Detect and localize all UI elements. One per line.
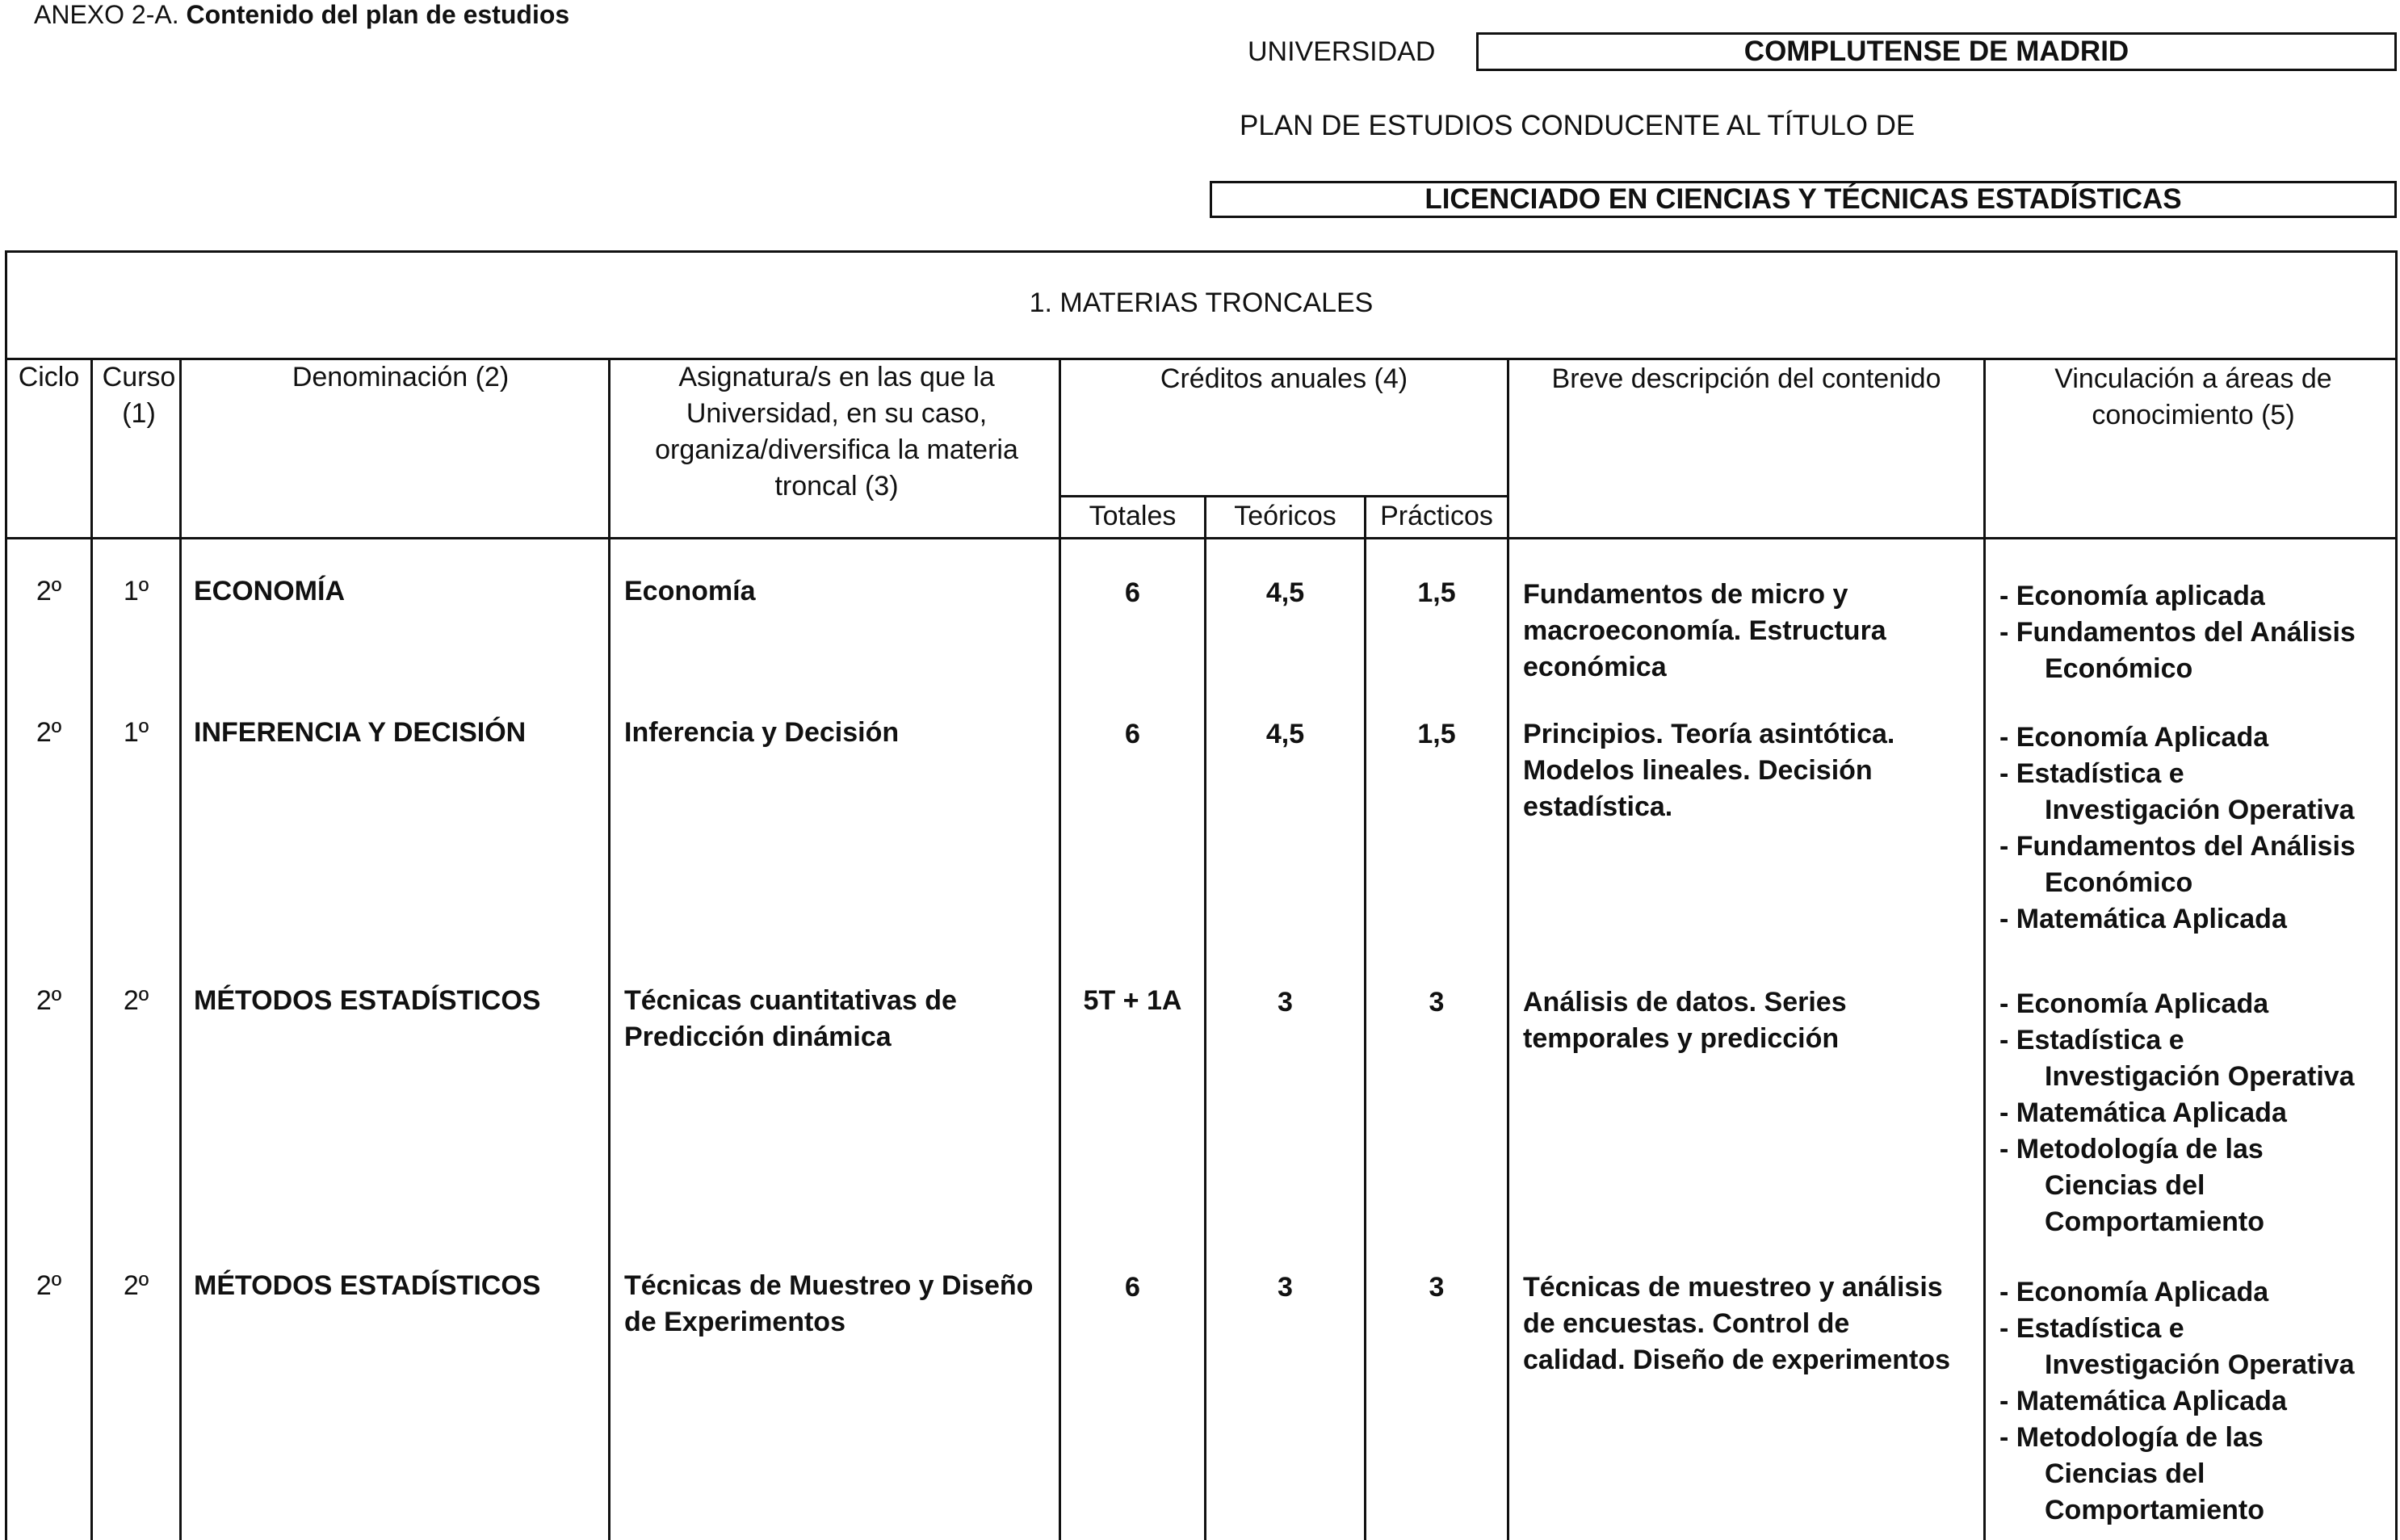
col-divider-asignatura (1059, 358, 1061, 1540)
row-3-areas (1999, 1274, 2391, 1529)
row-2-area-item: Ciencias del (2045, 1170, 2205, 1201)
row-0-area-item: Económico (2045, 653, 2193, 684)
row-0-teoricos: 4,5 (1265, 577, 1305, 608)
credits-subheader-divider (1059, 495, 1507, 497)
row-2-descripcion (1523, 984, 1975, 1057)
row-1-descripcion-line: Modelos lineales. Decisión (1523, 755, 1873, 786)
row-3-descripcion-line: de encuestas. Control de (1523, 1308, 1850, 1339)
row-3-asignatura: Técnicas de Muestreo y Diseño de Experimentos (624, 1270, 1034, 1337)
row-3-practicos: 3 (1429, 1272, 1445, 1303)
row-0-descripcion (1523, 577, 1975, 686)
row-0-area-item: - Fundamentos del Análisis (1999, 617, 2356, 648)
row-0-totales: 6 (1125, 577, 1140, 608)
row-3-descripcion-line: calidad. Diseño de experimentos (1523, 1345, 1951, 1375)
row-3-denominacion: MÉTODOS ESTADÍSTICOS (194, 1270, 541, 1301)
col-header-totales: Totales (1089, 501, 1177, 531)
row-3-descripcion-line: Técnicas de muestreo y análisis (1523, 1272, 1943, 1303)
row-3-area-item: Investigación Operativa (2045, 1349, 2355, 1380)
row-3-area-item: - Estadística e (1999, 1313, 2184, 1344)
row-2-area-item: - Economía Aplicada (1999, 988, 2269, 1019)
row-0-practicos: 1,5 (1417, 577, 1456, 608)
col-header-denominacion: Denominación (2) (292, 362, 510, 392)
row-3-area-item: Comportamiento (2045, 1495, 2264, 1525)
col-divider-denominacion (608, 358, 610, 1540)
row-3-area-item: - Economía Aplicada (1999, 1277, 2269, 1307)
row-1-area-item: - Matemática Aplicada (1999, 904, 2287, 934)
row-0-descripcion-line: Fundamentos de micro y (1523, 579, 1848, 610)
plan-label: PLAN DE ESTUDIOS CONDUCENTE AL TÍTULO DE (1240, 110, 1915, 141)
col-header-curso: Curso (1) (102, 362, 176, 429)
table-border-right (2395, 250, 2398, 1540)
row-3-area-item: - Matemática Aplicada (1999, 1386, 2287, 1416)
table-border-top (5, 250, 2398, 253)
row-2-areas (1999, 986, 2391, 1240)
university-label: UNIVERSIDAD (1248, 36, 1436, 67)
curriculum-table (5, 250, 2398, 1540)
row-1-area-item: - Estadística e (1999, 758, 2184, 789)
header-divider (5, 537, 2398, 539)
row-1-area-item: - Fundamentos del Análisis (1999, 831, 2356, 862)
row-2-practicos: 3 (1429, 987, 1445, 1018)
row-1-asignatura: Inferencia y Decisión (624, 717, 900, 748)
annex-prefix: ANEXO 2-A. (34, 0, 179, 29)
row-1-area-item: Investigación Operativa (2045, 795, 2355, 825)
university-name-box (1476, 32, 2397, 71)
row-2-area-item: - Metodología de las (1999, 1134, 2264, 1164)
row-3-descripcion (1523, 1269, 1983, 1378)
row-2-ciclo: 2º (36, 985, 62, 1016)
row-1-descripcion-line: Principios. Teoría asintótica. (1523, 719, 1895, 749)
col-header-practicos: Prácticos (1380, 501, 1493, 531)
row-1-practicos: 1,5 (1417, 719, 1456, 749)
section-title: 1. MATERIAS TRONCALES (1029, 287, 1374, 318)
row-1-descripcion-line: estadística. (1523, 791, 1673, 822)
row-1-area-item: Económico (2045, 867, 2193, 898)
col-header-ciclo: Ciclo (18, 362, 80, 392)
col-header-descripcion: Breve descripción del contenido (1551, 363, 1941, 394)
row-3-area-item: - Metodología de las (1999, 1422, 2264, 1453)
row-2-descripcion-line: temporales y predicción (1523, 1023, 1840, 1054)
col-divider-descripcion (1983, 358, 1986, 1540)
row-0-asignatura: Economía (624, 576, 756, 606)
row-0-area-item: - Economía aplicada (1999, 581, 2265, 611)
row-1-teoricos: 4,5 (1265, 719, 1305, 749)
row-2-area-item: Investigación Operativa (2045, 1061, 2355, 1092)
row-2-totales: 5T + 1A (1083, 985, 1182, 1016)
university-name: COMPLUTENSE DE MADRID (1743, 36, 2129, 67)
col-header-creditos: Créditos anuales (4) (1160, 363, 1408, 394)
col-divider-ciclo (90, 358, 93, 1540)
row-1-totales: 6 (1125, 719, 1140, 749)
row-1-areas (1999, 720, 2391, 938)
row-1-denominacion: INFERENCIA Y DECISIÓN (194, 717, 527, 748)
row-3-ciclo: 2º (36, 1270, 62, 1301)
col-divider-creditos (1507, 358, 1509, 1540)
annex-title (34, 0, 569, 29)
row-0-areas (1999, 578, 2391, 687)
row-2-teoricos: 3 (1278, 987, 1293, 1018)
row-2-denominacion: MÉTODOS ESTADÍSTICOS (194, 985, 541, 1016)
row-2-curso: 2º (123, 985, 149, 1016)
row-2-asignatura: Técnicas cuantitativas de Predicción dinámica (624, 985, 957, 1052)
annex-heading: Contenido del plan de estudios (186, 0, 570, 29)
row-0-descripcion-line: económica (1523, 652, 1667, 682)
table-border-left (5, 250, 7, 1540)
row-3-curso: 2º (123, 1270, 149, 1301)
row-2-area-item: - Matemática Aplicada (1999, 1097, 2287, 1128)
col-divider-curso (179, 358, 182, 1540)
row-2-descripcion-line: Análisis de datos. Series (1523, 987, 1847, 1018)
row-3-totales: 6 (1125, 1272, 1140, 1303)
col-header-asignaturas: Asignatura/s en las que la Universidad, en su caso, organiza/diversifica la materia troncal (3) (655, 362, 1018, 501)
degree-box (1210, 181, 2397, 218)
col-header-vinculacion: Vinculación a áreas de conocimiento (5) (2054, 363, 2332, 430)
row-3-teoricos: 3 (1278, 1272, 1293, 1303)
row-0-descripcion-line: macroeconomía. Estructura (1523, 615, 1886, 646)
row-1-descripcion (1523, 716, 1975, 825)
row-3-area-item: Ciencias del (2045, 1458, 2205, 1489)
col-header-teoricos: Teóricos (1234, 501, 1336, 531)
row-0-ciclo: 2º (36, 576, 62, 606)
row-1-curso: 1º (123, 717, 149, 748)
row-2-area-item: - Estadística e (1999, 1025, 2184, 1055)
row-0-curso: 1º (123, 576, 149, 606)
row-1-area-item: - Economía Aplicada (1999, 722, 2269, 753)
row-0-denominacion: ECONOMÍA (194, 576, 345, 606)
row-2-area-item: Comportamiento (2045, 1206, 2264, 1237)
degree-name: LICENCIADO EN CIENCIAS Y TÉCNICAS ESTADÍSTICAS (1424, 183, 2182, 215)
row-1-ciclo: 2º (36, 717, 62, 748)
